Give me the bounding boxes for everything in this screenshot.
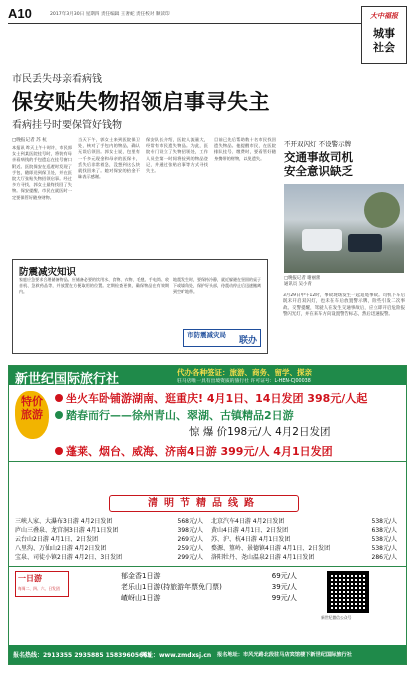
- ad-brand: 新世纪国际旅行社: [15, 372, 120, 387]
- article-subhead: 看病挂号时要保管好钱物: [12, 120, 122, 131]
- burst-label: 特价旅游: [21, 395, 43, 421]
- article-headline: 保安贴失物招领启事寻失主: [12, 90, 270, 114]
- article-column-4: 目前已先后帮助数十名市民找回遗失物品。他提醒市民，在医院排队挂号、缴费时，要看管好随身携带的财物，以免遗失。: [214, 137, 276, 161]
- footer-address: 报名地址：市风光路北段驻马店宾馆楼下新世纪国际旅行社: [217, 652, 352, 658]
- promo-line-4: [55, 443, 333, 459]
- section-name-line2: 社会: [373, 41, 395, 54]
- route-name: 洛阳牡丹、尧山温泉2日游 4月1日发团: [211, 554, 315, 561]
- route-row: [211, 534, 397, 542]
- one-day-tour-badge: [15, 571, 69, 597]
- qingming-title: 清明节精品线路: [148, 498, 260, 509]
- issue-meta: 2017年3月30日 星期四 责任编辑 王奢蛇 责任校对 顺读印: [50, 12, 170, 17]
- photo-caption: □晚报记者 谢丽蕾 通讯员 吴小青: [284, 276, 321, 287]
- sponsor-joint: 联办: [238, 336, 257, 346]
- sponsor-stamp: [183, 329, 261, 347]
- route-row: [211, 516, 397, 524]
- route-price: 538元/人: [371, 518, 397, 525]
- route-row: [15, 516, 203, 524]
- route-name: 宝泉、司徒小镇2日游 4月2日、3日发团: [15, 554, 123, 561]
- bullet-icon: [55, 394, 63, 402]
- ad-header-bar: [9, 366, 406, 385]
- route-name: 北京汽车4日游 4月2日发团: [211, 518, 285, 525]
- oneday-name: 嵖岈山1日游: [121, 594, 161, 602]
- promo-text-1: 坐火车卧铺游湖南、逛重庆! 4月1日、14日发团 398元/人起: [66, 392, 368, 405]
- route-row: [15, 525, 203, 533]
- section-badge: [361, 6, 407, 64]
- ad-visa-services: 代办各种签证：旅游、商务、留学、探亲: [177, 368, 312, 377]
- footer-phone: 报名热线：2913355 2935885 15839605665: [13, 652, 152, 659]
- article-column-1: 本报讯 昨天上午十时许，市民郭女士到某医院挂号时，将装有母亲看病钱的手包遗忘在挂号窗口附近。医院保安在巡逻时发现了手包，随即送到保卫处，并在医院大厅张贴失物招领启事。经过多方寻找，郭女士最终找回了失物。保安提醒，市民在就医时一定要保管好随身财物。: [12, 145, 72, 200]
- ad-footer-bar: [9, 645, 406, 664]
- notice-body-right: 地震发生时，要保持冷静，就近躲避在坚固的桌子下或墙角处，保护好头部，待震动停止后迅速撤离到空旷地带。: [173, 277, 261, 294]
- route-price: 269元/人: [177, 536, 203, 543]
- bullet-icon: [55, 447, 63, 455]
- route-name: 三峡人家、大瀑布3日游 4月2日发团: [15, 518, 113, 525]
- photo-tree: [364, 192, 400, 228]
- side-news-kicker: 不开双闪灯 不设警示牌: [284, 140, 352, 148]
- promo-line-2: [55, 407, 294, 423]
- ad-license: 驻马店唯一具有出境资质的旅行社 许可证号：L-HEN-CJ00038: [177, 379, 311, 384]
- divider: [9, 461, 406, 462]
- travel-advertisement: [8, 365, 407, 665]
- bullet-icon: [55, 411, 63, 419]
- sponsor-name: 市防震减灾局: [187, 331, 226, 339]
- route-name: 云台山2日游 4月1日、2日发团: [15, 536, 99, 543]
- oneday-price: 69元/人: [271, 572, 297, 580]
- article-kicker: 市民丢失母亲看病钱: [12, 74, 102, 85]
- route-row: [211, 525, 397, 533]
- side-news-body: 3月29日中午12时，事故现场发生一起追尾事故。司机下车后既未开启双闪灯，也未在车后放置警示牌，险些引发二次事故。交警提醒，驾驶人在发生交通事故后，应立即开启危险报警闪光灯，并在来车方向设置警告标志，然后迅速报警。: [283, 293, 405, 318]
- notice-body-left: 家庭应急要求合理储备物品。应储备必要的饮用水、食物、衣物、毛毯、手电筒、收音机、急救药品等，并放置在方便取用的位置。定期检查更换，确保物品在有效期内。: [19, 277, 169, 294]
- oneday-name: 老乐山1日游(持旅游年票免门票): [121, 583, 222, 591]
- news-photo: [284, 184, 404, 273]
- route-name: 八里沟、万仙山2日游 4月2日发团: [15, 545, 107, 552]
- notice-box: [12, 259, 268, 354]
- promo-line-1: [55, 390, 367, 406]
- newspaper-logo: 大中福报: [370, 11, 398, 20]
- oneday-row: [121, 593, 297, 603]
- section-name: [362, 27, 406, 55]
- route-row: [15, 543, 203, 551]
- route-name: 婺源、篁岭、景德镇4日游 4月1日、2日发团: [211, 545, 331, 552]
- promo-text-2: 踏春而行——徐州青山、翠湖、古镇精品2日游: [66, 409, 294, 422]
- oneday-row: [121, 571, 297, 581]
- route-row: [211, 543, 397, 551]
- one-day-schedule: 每周二、四、六、日发团: [18, 586, 60, 591]
- side-news-headline: [284, 150, 404, 178]
- route-row: [15, 552, 203, 560]
- wechat-qr-code[interactable]: [327, 571, 369, 613]
- one-day-title: 一日游: [18, 573, 42, 583]
- route-price: 538元/人: [371, 536, 397, 543]
- route-row: [211, 552, 397, 560]
- special-offer-burst: [15, 391, 49, 439]
- notice-title: 防震减灾知识: [19, 267, 77, 278]
- article-byline: □晚报记者 苏 杭: [12, 138, 47, 143]
- route-name: 苏、沪、杭4日游 4月1日发团: [211, 536, 291, 543]
- route-name: 黄山4日游 4月1日、2日发团: [211, 527, 289, 534]
- divider: [9, 566, 406, 567]
- page-header: [8, 6, 406, 24]
- oneday-price: 39元/人: [271, 583, 297, 591]
- route-price: 638元/人: [371, 527, 397, 534]
- route-price: 568元/人: [177, 518, 203, 525]
- article-column-3: 保安队长介绍，医院人流量大，经常有市民遗失物品。为此，医院专门设立了失物招领处，工作人员会第一时间将捡到的物品登记，并通过张贴启事等方式寻找失主。: [146, 137, 208, 174]
- page-number: A10: [8, 6, 32, 21]
- qingming-banner: [109, 495, 299, 512]
- promo-text-4: 蓬莱、烟台、威海、济南4日游 399元/人 4月1日发团: [66, 445, 333, 458]
- section-name-line1: 城事: [373, 27, 395, 40]
- article-column-2: 当天下午，郭女士来到医院保卫处，核对了手包内的物品，确认无误后领回。郭女士说，包里有一千多元现金和母亲的医保卡，丢失后非常着急，没想到这么快就找回来了。她对保安的拾金不昧表示感谢。: [78, 137, 140, 180]
- oneday-price: 99元/人: [271, 594, 297, 602]
- route-name: 庐山三叠泉、龙宫洞3日游 4月1日发团: [15, 527, 119, 534]
- oneday-row: [121, 582, 297, 592]
- route-row: [15, 534, 203, 542]
- promo-line-3: 惊 爆 价198元/人 4月2日发团: [189, 426, 331, 438]
- oneday-name: 郁金香1日游: [121, 572, 161, 580]
- photo-car-white: [302, 229, 342, 251]
- route-price: 286元/人: [371, 554, 397, 561]
- side-news-headline-line1: 交通事故司机: [284, 150, 353, 164]
- qr-caption: 新世纪微信公众号: [321, 615, 352, 620]
- footer-website: 网址：www.zmdxsj.cn: [141, 652, 212, 659]
- route-price: 259元/人: [177, 545, 203, 552]
- route-price: 398元/人: [177, 527, 203, 534]
- photo-car-dark: [348, 234, 382, 252]
- route-price: 538元/人: [371, 545, 397, 552]
- side-news-headline-line2: 安全意识缺乏: [284, 164, 353, 178]
- route-price: 299元/人: [177, 554, 203, 561]
